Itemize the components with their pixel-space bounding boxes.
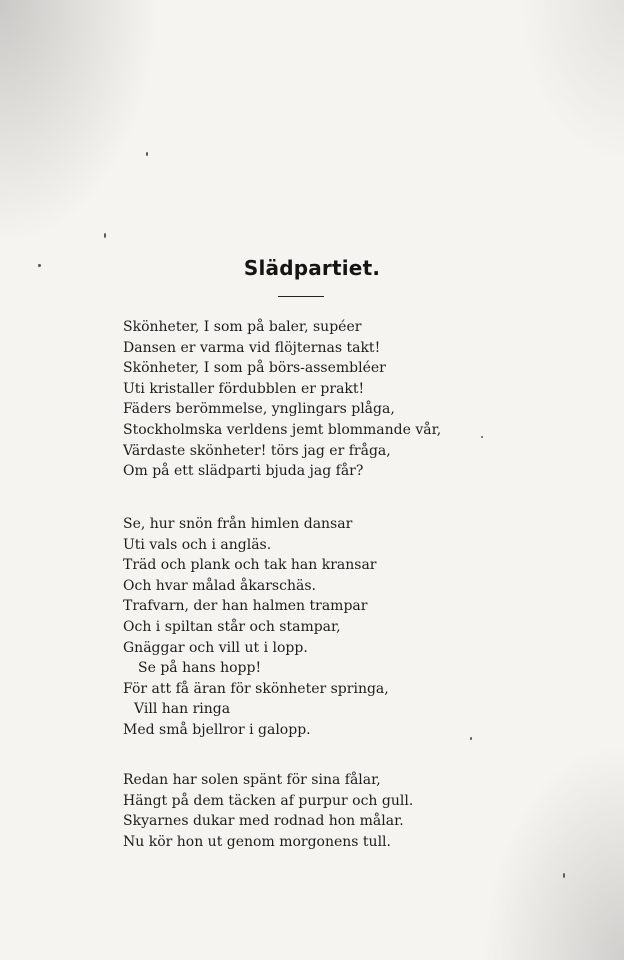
title-divider — [278, 296, 324, 297]
verse-line: Se, hur snön från himlen dansar — [123, 516, 353, 532]
verse-line: Skönheter, I som på börs-assembléer — [123, 360, 386, 377]
verse-line: Med små bjellror i galopp. — [123, 721, 311, 738]
verse-line: Trafvarn, der han halmen trampar — [123, 598, 368, 615]
verse-line: För att få äran för skönheter springa, — [123, 680, 389, 697]
verse-line: Värdaste skönheter! törs jag er fråga, — [123, 442, 391, 459]
verse-line: Dansen er varma vid flöjternas takt! — [123, 339, 381, 356]
verse-line: Om på ett slädparti bjuda jag får? — [123, 463, 364, 480]
verse-line: Skyarnes dukar med rodnad hon målar. — [123, 813, 404, 830]
verse-line: Stockholmska verldens jemt blommande vår, — [123, 421, 442, 438]
verse-line: Uti vals och i angläs. — [123, 536, 272, 553]
verse-line: Fäders berömmelse, ynglingars plåga, — [123, 401, 395, 418]
paper-speck — [146, 152, 148, 156]
verse-line: Hängt på dem täcken af purpur och gull. — [123, 792, 414, 809]
paper-speck — [563, 873, 565, 878]
paper-speck — [104, 233, 106, 238]
stanza-3 — [123, 770, 413, 852]
verse-line: Och hvar målad åkarschäs. — [123, 577, 316, 594]
verse-line: Skönheter, I som på baler, supéer — [123, 319, 362, 335]
paper-speck — [38, 264, 41, 267]
verse-line: Vill han ringa — [134, 701, 231, 718]
verse-line: Träd och plank och tak han kransar — [123, 557, 377, 574]
verse-line: Se på hans hopp! — [138, 660, 262, 677]
poem-title: Slädpartiet. — [243, 256, 381, 280]
verse-line: Gnäggar och vill ut i lopp. — [123, 639, 308, 656]
verse-line: Redan har solen spänt för sina fålar, — [123, 772, 381, 788]
stanza-1 — [123, 317, 441, 482]
stanza-2 — [123, 514, 389, 741]
paper-speck — [481, 436, 483, 438]
verse-line: Uti kristaller fördubblen er prakt! — [123, 380, 365, 397]
paper-speck — [470, 737, 472, 740]
verse-line: Och i spiltan står och stampar, — [123, 618, 341, 635]
verse-line: Nu kör hon ut genom morgonens tull. — [123, 833, 391, 850]
